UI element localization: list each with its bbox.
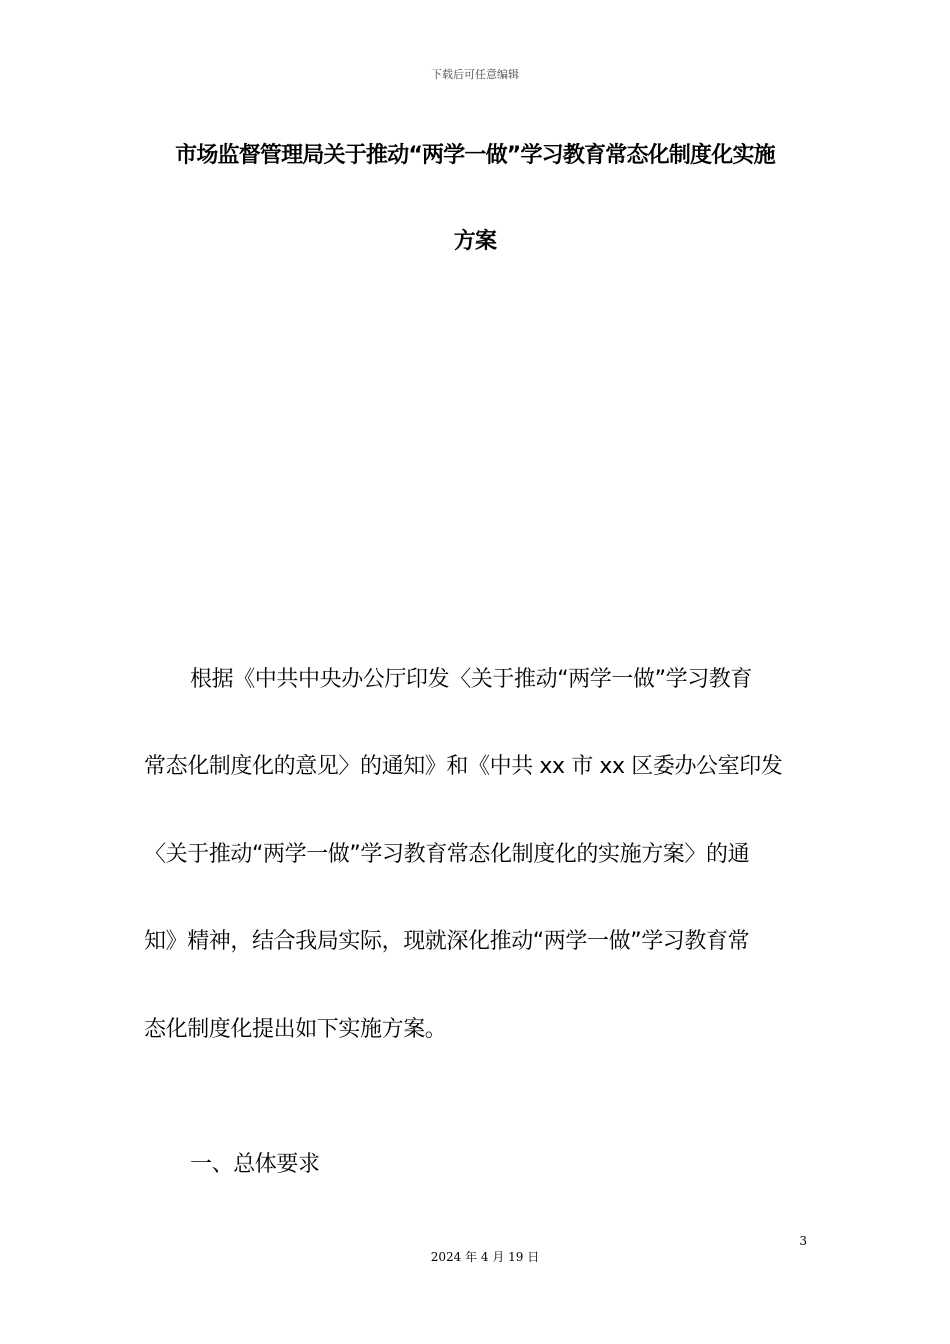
paragraph-line: 根据《中共中央办公厅印发〈关于推动“两学一做”学习教育	[190, 667, 752, 692]
document-title-line-2: 方案	[453, 229, 497, 254]
footer-date: 2024 年 4 月 19 日	[430, 1250, 540, 1264]
section-heading: 一、总体要求	[190, 1152, 320, 1177]
paragraph-line: 态化制度化提出如下实施方案。	[144, 1017, 447, 1042]
document-title-line-1: 市场监督管理局关于推动“两学一做”学习教育常态化制度化实施	[175, 143, 775, 168]
paragraph-line: 〈关于推动“两学一做”学习教育常态化制度化的实施方案〉的通	[144, 842, 750, 867]
paragraph-line: 常态化制度化的意见〉的通知》和《中共 xx 市 xx 区委办公室印发	[144, 754, 783, 779]
page-number: 3	[799, 1234, 807, 1248]
header-note: 下载后可任意编辑	[431, 68, 519, 81]
paragraph-line: 知》精神，结合我局实际，现就深化推动“两学一做”学习教育常	[144, 929, 750, 954]
